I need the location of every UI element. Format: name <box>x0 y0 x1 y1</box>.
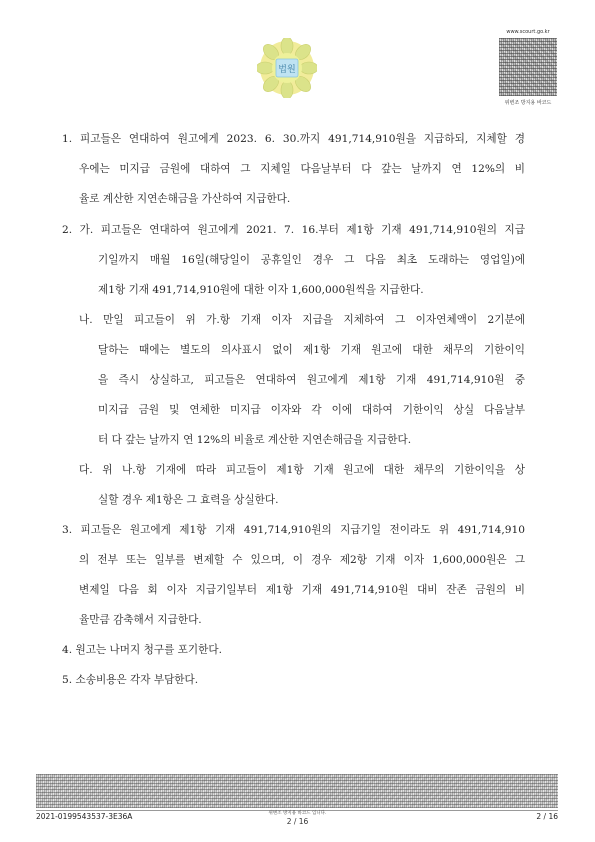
text-line: 3. 피고들은 원고에게 제1항 기재 491,714,910원의 지급기일 전이라도 위 491,714,910 <box>62 524 525 536</box>
center-page-number: 2 / 16 <box>286 817 309 826</box>
text-line: 터 다 갚는 날까지 연 12%의 비율로 계산한 지연손해금을 지급한다. <box>98 434 412 446</box>
court-emblem <box>257 38 317 98</box>
verification-barcode <box>499 38 557 96</box>
text-line: 변제일 다음 회 이자 지급기일부터 제1항 기재 491,714,910원 대비 잔존 금원의 비 <box>79 584 525 596</box>
text-line: 다. 위 나.항 기재에 따라 피고들이 제1항 기재 원고에 대한 채무의 기한이익을 상 <box>79 464 525 476</box>
anti-forgery-barcode <box>36 774 558 808</box>
text-line: 5. 소송비용은 각자 부담한다. <box>62 674 199 686</box>
text-line: 우에는 미지급 금원에 대하여 그 지체일 다음날부터 다 갚는 날까지 연 12%의 비 <box>79 163 525 175</box>
text-line: 달하는 때에는 별도의 의사표시 없이 제1항 기재 원고에 대한 채무의 기한이익 <box>98 344 525 356</box>
text-line: 실할 경우 제1항은 그 효력을 상실한다. <box>98 494 279 506</box>
text-line: 4. 원고는 나머지 청구를 포기한다. <box>62 644 222 656</box>
text-line: 제1항 기재 491,714,910원에 대한 이자 1,600,000원씩을 지급한다. <box>98 284 424 296</box>
document-id: 2021-0199543537-3E36A <box>36 812 133 821</box>
text-line: 2. 가. 피고들은 연대하여 원고에게 2021. 7. 16.부터 제1항 기재 491,714,910원의 지급 <box>62 224 525 236</box>
page-number: 2 / 16 <box>536 812 558 821</box>
text-line: 미지급 금원 및 연체한 미지급 이자와 각 이에 대하여 기한이익 상실 다음날부 <box>98 404 525 416</box>
text-line: 율만큼 감축해서 지급한다. <box>79 614 202 626</box>
barcode-note: 위변조 방지용 바코드 입니다. <box>268 811 327 816</box>
text-line: 율로 계산한 지연손해금을 가산하여 지급한다. <box>79 193 291 205</box>
emblem-label: 법원 <box>278 65 296 75</box>
barcode-caption: 위변조 방지용 바코드 <box>504 100 552 106</box>
court-url: www.scourt.go.kr <box>506 29 550 35</box>
text-line: 1. 피고들은 연대하여 원고에게 2023. 6. 30.까지 491,714,910원을 지급하되, 지체할 경 <box>62 133 525 145</box>
text-line: 을 즉시 상실하고, 피고들은 연대하여 원고에게 제1항 기재 491,714,910원 중 <box>98 374 525 386</box>
text-line: 의 전부 또는 일부를 변제할 수 있으며, 이 경우 제2항 기재 이자 1,600,000원은 그 <box>79 554 525 566</box>
text-line: 나. 만일 피고들이 위 가.항 기재 이자 지급을 지체하여 그 이자연체액이 2기분에 <box>79 314 525 326</box>
text-line: 기일까지 매월 16일(해당일이 공휴일인 경우 그 다음 최초 도래하는 영업일)에 <box>98 254 525 266</box>
